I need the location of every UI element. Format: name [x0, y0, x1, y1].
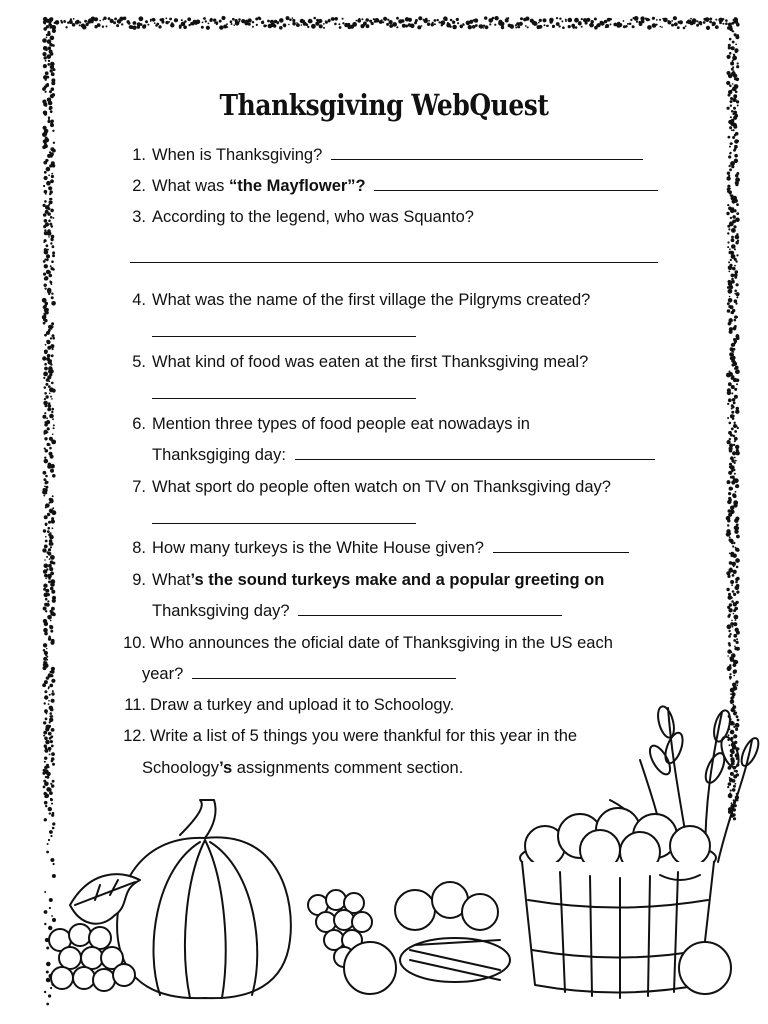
- question-number: 12.: [123, 727, 146, 745]
- question-text: Thanksgiving day?: [152, 602, 290, 620]
- question-text: What was the name of the first village the Pilgryms created?: [152, 291, 591, 309]
- question-text: What: [152, 571, 191, 589]
- question-number: 11.: [124, 696, 146, 714]
- question-text-bold: ’s: [219, 759, 233, 777]
- question-number: 9.: [132, 571, 146, 589]
- question-text: Draw a turkey and upload it to Schoology.: [150, 696, 455, 714]
- question-text: According to the legend, who was Squanto?: [152, 208, 474, 226]
- question-text: What was: [152, 177, 230, 195]
- question-number: 4.: [132, 291, 146, 309]
- apple-icon: [679, 942, 731, 994]
- question-number: 3.: [132, 208, 146, 226]
- question-number: 1.: [132, 146, 146, 164]
- page-title: Thanksgiving WebQuest: [219, 88, 549, 122]
- question-text: When is Thanksgiving?: [152, 146, 323, 164]
- question-text: Write a list of 5 things you were thankful for this year in the: [150, 727, 578, 745]
- question-number: 7.: [132, 478, 146, 496]
- question-number: 8.: [132, 539, 146, 557]
- pumpkin-icon: [117, 800, 291, 998]
- question-number: 6.: [132, 415, 146, 433]
- question-number: 10.: [123, 634, 146, 652]
- question-text: Mention three types of food people eat nowadays in: [152, 415, 530, 433]
- question-number: 2.: [132, 177, 146, 195]
- question-text: Schoology: [142, 759, 220, 777]
- fruit-icon: [344, 882, 510, 994]
- question-text-bold: ’s the sound turkeys make and a popular greeting on: [190, 571, 605, 589]
- question-text: What sport do people often watch on TV on Thanksgiving day?: [152, 478, 611, 496]
- question-text: What kind of food was eaten at the first Thanksgiving meal?: [152, 353, 589, 371]
- question-text: assignments comment section.: [232, 759, 464, 777]
- question-text-bold: “the Mayflower”?: [229, 177, 366, 195]
- question-number: 5.: [132, 353, 146, 371]
- question-text: How many turkeys is the White House given?: [152, 539, 484, 557]
- question-text: Thanksgiging day:: [152, 446, 286, 464]
- question-text: Who announces the oficial date of Thanksgiving in the US each: [150, 634, 613, 652]
- question-text: year?: [142, 665, 184, 683]
